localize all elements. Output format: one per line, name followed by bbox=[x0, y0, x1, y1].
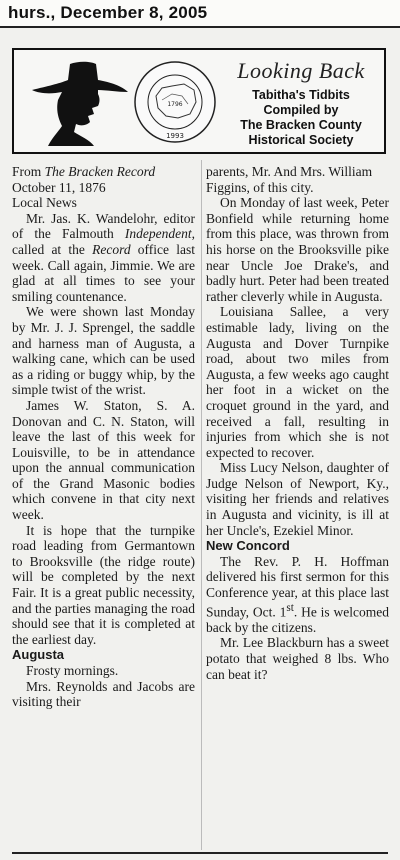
article-paragraph: James W. Staton, S. A. Donovan and C. N. Staton, will leave the last of this week for Louisville, to be in attendance upon the annual communication of the Grand Masonic bodies which convene in that city next week. bbox=[12, 397, 195, 523]
looking-back-title: Looking Back bbox=[237, 58, 365, 83]
dateline-bar bbox=[0, 0, 400, 28]
compiled-by-label: Compiled by bbox=[263, 103, 339, 117]
source-newspaper-name: The Bracken Record bbox=[44, 164, 156, 179]
column-divider bbox=[201, 160, 202, 850]
section-label-local-news: Local News bbox=[12, 195, 77, 211]
column-header-box bbox=[12, 48, 386, 154]
dateline-text: hurs., December 8, 2005 bbox=[8, 3, 208, 22]
article-paragraph: parents, Mr. And Mrs. William Figgins, of this city. bbox=[206, 164, 373, 195]
source-line: From The Bracken Record bbox=[12, 164, 156, 179]
bottom-rule bbox=[12, 852, 388, 854]
article-paragraph: On Monday of last week, Peter Bonfield while returning home from this place, was thrown from his horse on the Brooksville pike near Uncle Joe Drake's, and badly hurt. Peter had been treated rather cleverly while in Augusta. bbox=[206, 195, 389, 304]
article-paragraph: Miss Lucy Nelson, daughter of Judge Nelson of Newport, Ky., visiting her friends and relatives in Augusta and vicinity, is ill at her Uncle's, Ezekiel Minor. bbox=[206, 460, 389, 538]
article-column-1 bbox=[12, 164, 195, 710]
column-name: Tabitha's Tidbits bbox=[252, 88, 350, 102]
seal-year: 1993 bbox=[166, 132, 184, 140]
article-paragraph: Mr. Lee Blackburn has a sweet potato that weighed 8 lbs. Who can beat it? bbox=[206, 635, 389, 682]
seal-inner-year: 1796 bbox=[167, 101, 183, 108]
section-heading-augusta: Augusta bbox=[12, 647, 64, 663]
article-paragraph: Mrs. Reynolds and Jacobs are visiting their bbox=[12, 678, 195, 710]
society-name-line2: Historical Society bbox=[248, 133, 354, 147]
historical-society-seal-icon bbox=[132, 56, 218, 148]
article-paragraph: Louisiana Sallee, a very estimable lady, living on the Augusta and Dover Turnpike road, about two miles from Augusta, a few weeks ago caught her foot in a wicket on the croquet ground in the yard, and received a fall, resulting in injuries from which she is not expected to recover. bbox=[206, 304, 389, 460]
article-paragraph: It is hope that the turnpike road leading from Germantown to Brooksville (the ridge route) will be completed by the next Fair. It is a great public necessity, and the parties managing the road should see that it is completed at the earliest day. bbox=[12, 522, 195, 647]
article-paragraph: We were shown last Monday by Mr. J. J. Sprengel, the saddle and harness man of Augusta, a walking cane, which can be used as a riding or buggy whip, by the simple twist of the wrist. bbox=[12, 304, 195, 398]
society-name-line1: The Bracken County bbox=[240, 118, 362, 132]
article-paragraph: Frosty mornings. bbox=[26, 663, 119, 678]
article-paragraph: Mr. Jas. K. Wandelohr, editor of the Falmouth Independent, called at the Record office last week. Call again, Jimmie. We are glad at all times to see your smiling countenance. bbox=[12, 210, 195, 304]
source-date: October 11, 1876 bbox=[12, 179, 106, 195]
section-heading-new-concord: New Concord bbox=[206, 538, 290, 554]
silhouette-portrait-icon bbox=[28, 60, 132, 146]
article-column-2 bbox=[206, 164, 389, 682]
article-paragraph: The Rev. P. H. Hoffman delivered his first sermon for this Conference year, at this place last Sunday, Oct. 1st. He is welcomed back by the citizens. bbox=[206, 553, 389, 635]
